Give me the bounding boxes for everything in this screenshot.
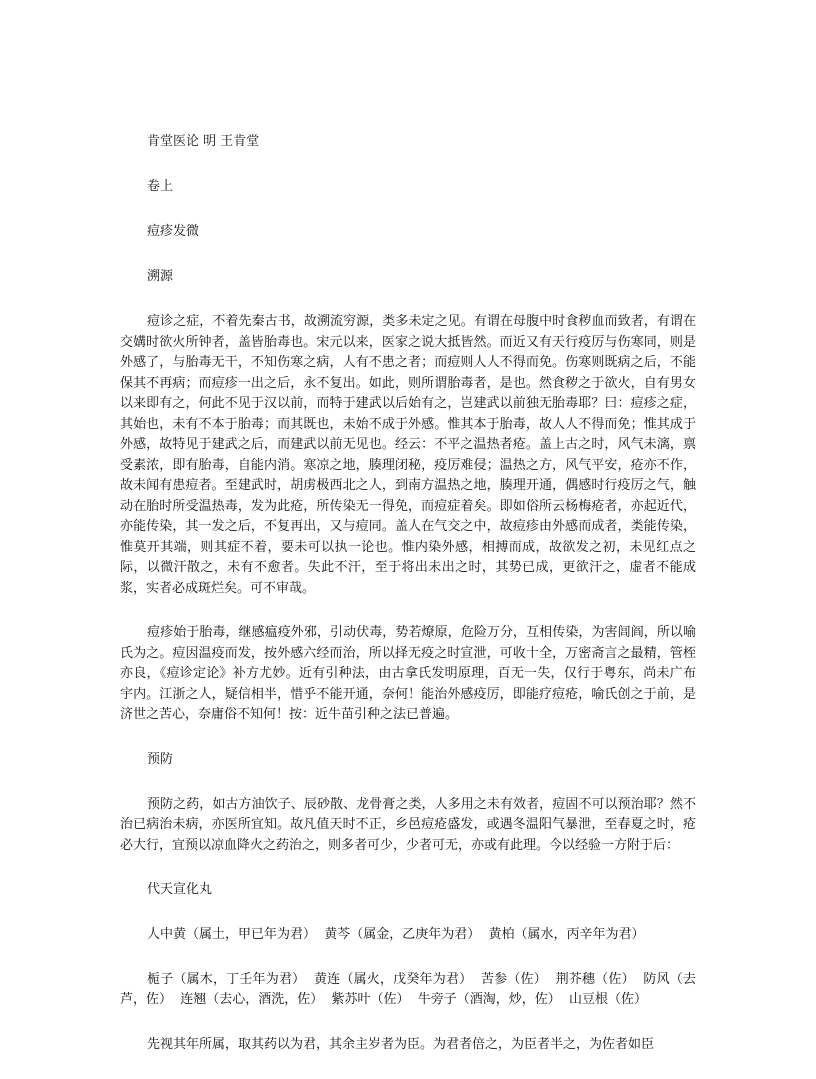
document-body <box>120 132 696 1079</box>
herb-list-1-text: 人中黄（属土，甲已年为君） 黄芩（属金，乙庚年为君） 黄柏（属水，丙辛年为君） <box>147 927 645 942</box>
volume-heading: 卷上 <box>147 179 174 194</box>
herb-list-2 <box>120 970 696 1011</box>
subsection-heading-origin: 溯源 <box>147 269 174 284</box>
paragraph-origin-2: 痘疹始于胎毒，继感瘟疫外邪，引动伏毒，势若燎原，危险万分，互相传染，为害闾阎，所以喻氏为之。痘因温疫而发，按外感六经而治，所以择无疫之时宣泄，可收十全，万密斋言之最精，管桎亦良，《痘诊定论》补方尤妙。近有引种法，由古拿氏发明原理，百无一失，仅行于粤东，尚未广布宇内。江浙之人，疑信相半，惜乎不能开通，奈何！能治外感疫厉，即能疗痘疮，喻氏创之于前，是济世之苦心，奈庸俗不知何！按：近牛苗引种之法已普遍。 <box>120 625 696 722</box>
herb-list-1 <box>120 925 696 946</box>
paragraph-dosage: 先视其年所属，取其药以为君，其余主岁者为臣。为君者倍之，为臣者半之，为佐者如臣 <box>147 1036 655 1052</box>
paragraph-origin-1: 痘诊之症，不着先秦古书，故溯流穷源，类多未定之见。有谓在母腹中时食秽血而致者，有谓在交媾时欲火所钟者，盖皆胎毒也。宋元以来，医家之说大抵皆然。而近又有天行疫厉与伤寒同，则是外感了，与胎毒无干，不知伤寒之病，人有不患之者；而痘则人人不得而免。伤寒则既病之后，不能保其不再病；而痘疹一出之后，永不复出。如此，则所谓胎毒者，是也。然食秽之于欲火，自有男女以来即有之，何此不见于汉以前，而特于建武以后始有之，岂建武以前独无胎毒耶？曰：痘疹之症，其始也，未有不本于胎毒；而其既也，未始不成于外感。惟其本于胎毒，故人人不得而免；惟其成于外感，故特见于建武之后，而建武以前无见也。经云：不平之温热者疮。盖上古之时，风气未漓，禀受素浓，即有胎毒，自能内消。寒凉之地，腠理闭秘，疫厉难侵；温热之方，风气平安，疮亦不作，故未闻有患痘者。至建武时，胡虏极西北之人，到南方温热之地，腠理开通，偶感时行疫厉之气，触动在胎时所受温热毒，发为此疮，所传染无一得免，而痘症着矣。即如俗所云杨梅疮者，亦起近代，亦能传染，其一发之后，不复再出，又与痘同。盖人在气交之中，故痘疹由外感而成者，类能传染，惟莫开其端，则其症不着，要未可以执一论也。惟内染外感，相搏而成，故欲发之初，未见红点之际，以微汗散之，未有不愈者。失此不汗，至于将出未出之时，其势已成，更欲汗之，虚者不能成浆，实者必成斑烂矣。可不审哉。 <box>120 314 696 596</box>
subsection-heading-prevention: 预防 <box>147 751 174 767</box>
herb-list-2-text: 栀子（属木，丁壬年为君） 黄连（属火，戊癸年为君） 苦参（佐） 荆芥穗（佐） 防风（去芦，佐） 连翘（去心，酒洗，佐） 紫苏叶（佐） 牛旁子（酒淘，炒，佐） 山豆根（佐） <box>120 971 696 1007</box>
section-heading: 痘疹发微 <box>147 224 200 239</box>
formula-name: 代天宣化丸 <box>147 882 213 897</box>
paragraph-prevention: 预防之药，如古方油饮子、辰砂散、龙骨膏之类，人多用之未有效者，痘固不可以预治耶？然不治已病治未病，亦医所宜知。故凡值天时不正，乡邑痘疮盛发，或遇冬温阳气暴泄，至春夏之时，疮必大行，宜预以凉血降火之药治之，则多者可少，少者可无，亦或有此理。今以经验一方附于后： <box>120 796 696 853</box>
book-title: 肯堂医论 明 王肯堂 <box>147 134 260 149</box>
